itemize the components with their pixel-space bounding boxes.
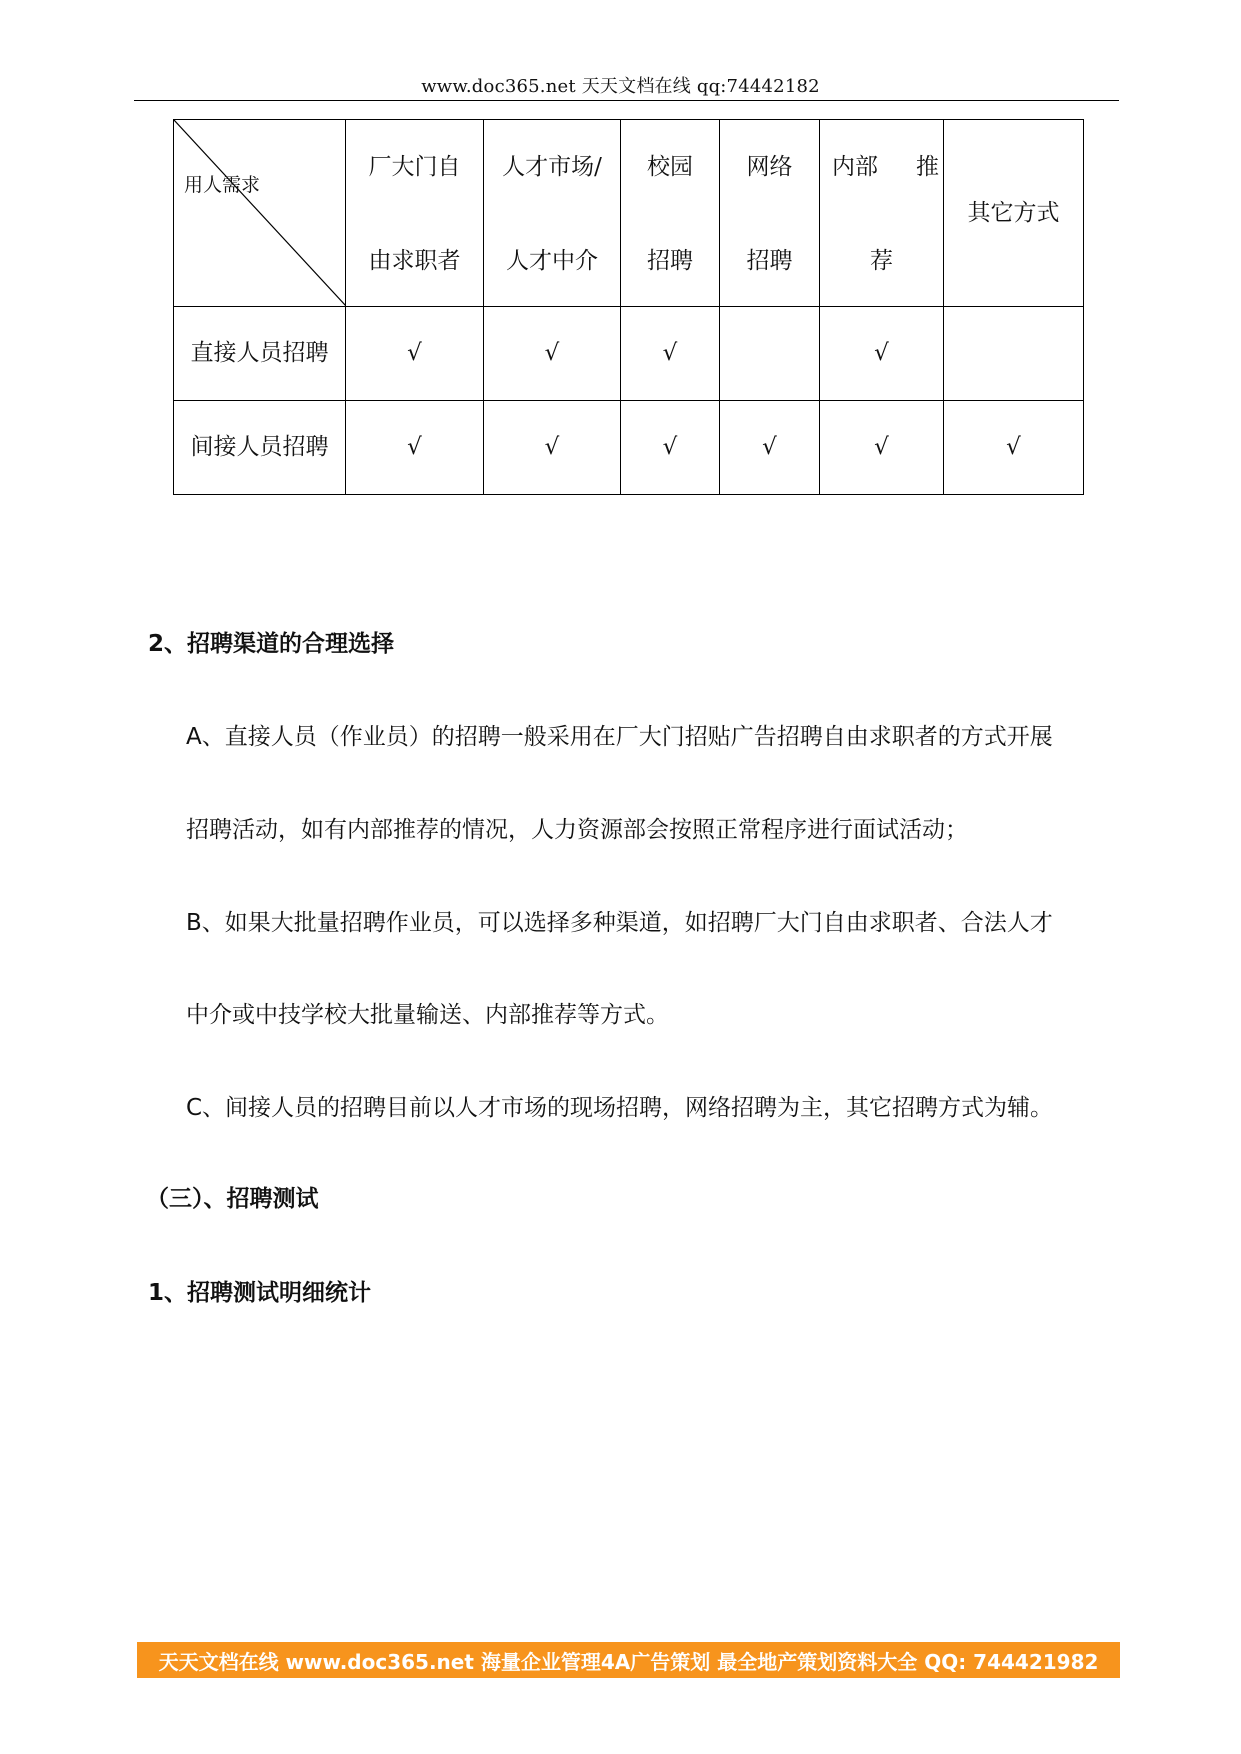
col-header-line1-left: 内部 (832, 154, 878, 180)
table-cell: √ (484, 307, 621, 401)
section-title-channel-selection: 2、招聘渠道的合理选择 (148, 631, 395, 657)
row-label: 间接人员招聘 (174, 401, 346, 495)
col-header-line2: 人才中介 (506, 248, 598, 274)
col-header-line1: 厂大门自 (368, 154, 461, 180)
col-header-line1: 校园 (647, 154, 693, 180)
paragraph-c: C、间接人员的招聘目前以人才市场的现场招聘，网络招聘为主，其它招聘方式为辅。 (186, 1095, 1054, 1121)
table-row (174, 401, 1084, 495)
col-header-online (720, 120, 820, 307)
col-header-line2: 招聘 (647, 248, 693, 274)
paragraph-b-line2: 中介或中技学校大批量输送、内部推荐等方式。 (186, 1002, 669, 1028)
table-header-row (174, 120, 1084, 307)
paragraph-a-line1: A、直接人员（作业员）的招聘一般采用在厂大门招贴广告招聘自由求职者的方式开展 (186, 724, 1053, 750)
col-header-internal-referral (820, 120, 944, 307)
table-cell (944, 307, 1084, 401)
footer-banner: 天天文档在线 www.doc365.net 海量企业管理4A广告策划 最全地产策划资料大全 QQ: 744421982 (137, 1642, 1120, 1678)
recruitment-channel-table (173, 119, 1084, 495)
section-title-test-statistics: 1、招聘测试明细统计 (148, 1280, 372, 1306)
corner-label: 用人需求 (184, 174, 261, 196)
col-header-line1-right: 推 (916, 154, 939, 180)
table-row (174, 307, 1084, 401)
col-header-line1: 人才市场/ (502, 154, 602, 180)
diagonal-corner-cell (174, 120, 346, 307)
col-header-other (944, 120, 1084, 307)
page-header: www.doc365.net 天天文档在线 qq:74442182 (421, 76, 820, 97)
col-header-talent-market (484, 120, 621, 307)
col-header-single: 其它方式 (967, 199, 1060, 226)
col-header-line2: 由求职者 (368, 248, 461, 274)
table-cell: √ (346, 401, 484, 495)
section-title-recruitment-test: （三）、招聘测试 (146, 1186, 319, 1212)
col-header-campus (621, 120, 720, 307)
table-cell: √ (820, 401, 944, 495)
table-cell: √ (346, 307, 484, 401)
diagonal-line (174, 120, 346, 306)
row-label: 直接人员招聘 (174, 307, 346, 401)
col-header-line1: 网络 (746, 154, 793, 180)
table-cell: √ (720, 401, 820, 495)
table-cell: √ (621, 401, 720, 495)
paragraph-a-line2: 招聘活动，如有内部推荐的情况，人力资源部会按照正常程序进行面试活动； (186, 817, 968, 843)
table-cell: √ (484, 401, 621, 495)
table-cell: √ (944, 401, 1084, 495)
header-rule (134, 100, 1119, 101)
table-cell (720, 307, 820, 401)
table-cell: √ (820, 307, 944, 401)
table-cell: √ (621, 307, 720, 401)
col-header-factory-gate (346, 120, 484, 307)
paragraph-b-line1: B、如果大批量招聘作业员，可以选择多种渠道，如招聘厂大门自由求职者、合法人才 (186, 910, 1053, 936)
col-header-line2: 招聘 (746, 248, 793, 274)
col-header-line2: 荐 (870, 248, 893, 274)
